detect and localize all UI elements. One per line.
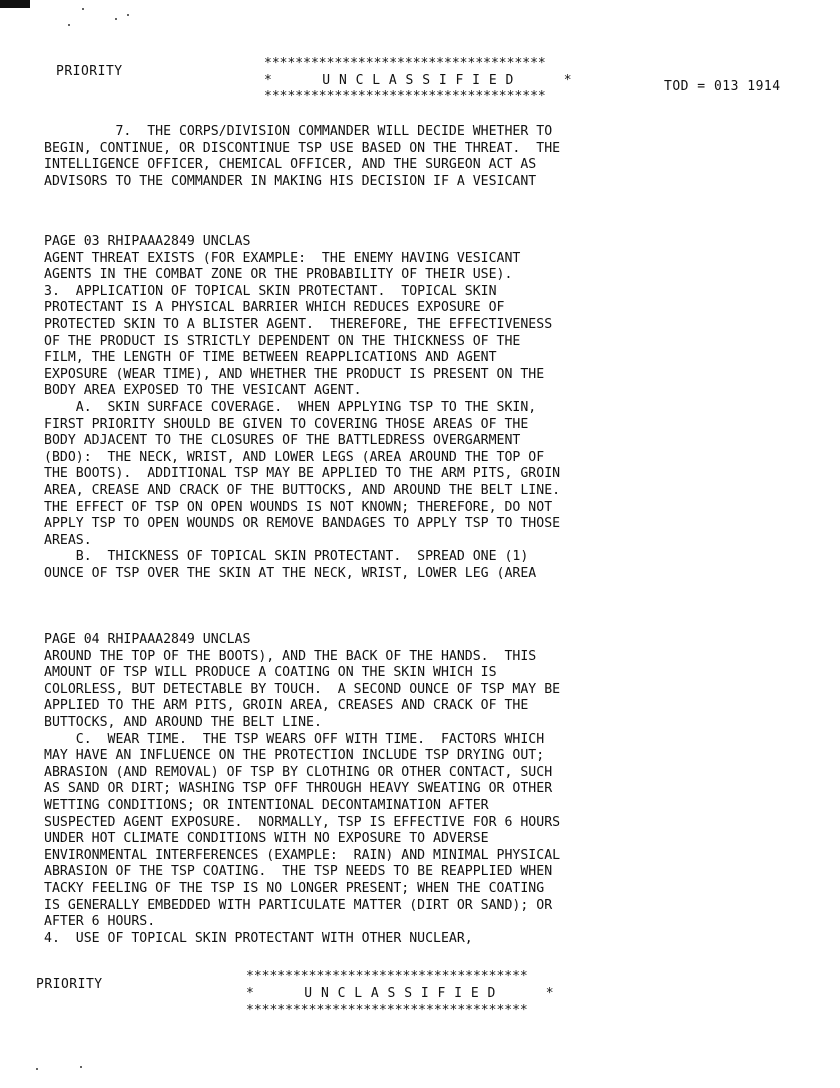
scan-speck <box>115 18 117 20</box>
header-priority: PRIORITY <box>56 64 123 79</box>
scan-edge-mark <box>0 0 30 8</box>
text-line: AS SAND OR DIRT; WASHING TSP OFF THROUGH HEAVY SWEATING OR OTHER <box>44 781 553 797</box>
text-line: ABRASION OF THE TSP COATING. THE TSP NEEDS TO BE REAPPLIED WHEN <box>44 864 553 880</box>
text-line: WETTING CONDITIONS; OR INTENTIONAL DECONTAMINATION AFTER <box>44 797 489 813</box>
text-line: ABRASION (AND REMOVAL) OF TSP BY CLOTHING OR OTHER CONTACT, SUCH <box>44 764 553 780</box>
footer-priority: PRIORITY <box>36 977 103 992</box>
text-line: OUNCE OF TSP OVER THE SKIN AT THE NECK, WRIST, LOWER LEG (AREA <box>44 565 537 581</box>
header-stars-bottom: ************************************ <box>264 89 546 104</box>
text-line: AROUND THE TOP OF THE BOOTS), AND THE BACK OF THE HANDS. THIS <box>44 648 537 664</box>
text-line: (BDO): THE NECK, WRIST, AND LOWER LEGS (AREA AROUND THE TOP OF <box>44 449 545 465</box>
page-03-section <box>44 234 724 582</box>
text-line: COLORLESS, BUT DETECTABLE BY TOUCH. A SECOND OUNCE OF TSP MAY BE <box>44 681 561 697</box>
footer-stars-top: ************************************ <box>246 969 528 984</box>
header-classification: * U N C L A S S I F I E D * <box>264 73 573 88</box>
text-line: PROTECTED SKIN TO A BLISTER AGENT. THEREFORE, THE EFFECTIVENESS <box>44 316 553 332</box>
scan-speck <box>36 1068 38 1070</box>
text-line: AREAS. <box>44 532 92 548</box>
text-line: THE BOOTS). ADDITIONAL TSP MAY BE APPLIED TO THE ARM PITS, GROIN <box>44 466 561 482</box>
text-line: ENVIRONMENTAL INTERFERENCES (EXAMPLE: RAIN) AND MINIMAL PHYSICAL <box>44 847 561 863</box>
page-header: PAGE 03 RHIPAAA2849 UNCLAS <box>44 234 251 249</box>
text-line: IS GENERALLY EMBEDDED WITH PARTICULATE MATTER (DIRT OR SAND); OR <box>44 897 553 913</box>
text-line: AREA, CREASE AND CRACK OF THE BUTTOCKS, AND AROUND THE BELT LINE. <box>44 482 561 498</box>
footer-classification: * U N C L A S S I F I E D * <box>246 986 555 1001</box>
text-line: EXPOSURE (WEAR TIME), AND WHETHER THE PRODUCT IS PRESENT ON THE <box>44 366 545 382</box>
text-line: A. SKIN SURFACE COVERAGE. WHEN APPLYING TSP TO THE SKIN, <box>44 399 537 415</box>
page-header: PAGE 04 RHIPAAA2849 UNCLAS <box>44 632 251 647</box>
scan-speck <box>80 1066 82 1068</box>
text-line: SUSPECTED AGENT EXPOSURE. NORMALLY, TSP IS EFFECTIVE FOR 6 HOURS <box>44 814 561 830</box>
text-line: AFTER 6 HOURS. <box>44 914 156 930</box>
text-line: FIRST PRIORITY SHOULD BE GIVEN TO COVERING THOSE AREAS OF THE <box>44 416 529 432</box>
text-line: BUTTOCKS, AND AROUND THE BELT LINE. <box>44 714 322 730</box>
text-line: B. THICKNESS OF TOPICAL SKIN PROTECTANT. SPREAD ONE (1) <box>44 549 529 565</box>
page-04-section <box>44 632 724 947</box>
scan-speck <box>82 8 84 10</box>
text-line: 3. APPLICATION OF TOPICAL SKIN PROTECTANT. TOPICAL SKIN <box>44 283 497 299</box>
text-line: PROTECTANT IS A PHYSICAL BARRIER WHICH REDUCES EXPOSURE OF <box>44 300 505 316</box>
text-line: ADVISORS TO THE COMMANDER IN MAKING HIS DECISION IF A VESICANT <box>44 173 537 189</box>
text-line: UNDER HOT CLIMATE CONDITIONS WITH NO EXPOSURE TO ADVERSE <box>44 831 489 847</box>
text-line: THE EFFECT OF TSP ON OPEN WOUNDS IS NOT KNOWN; THEREFORE, DO NOT <box>44 499 553 515</box>
footer-stars-bottom: ************************************ <box>246 1003 528 1018</box>
text-line: OF THE PRODUCT IS STRICTLY DEPENDENT ON THE THICKNESS OF THE <box>44 333 521 349</box>
text-line: AGENTS IN THE COMBAT ZONE OR THE PROBABILITY OF THEIR USE). <box>44 267 513 283</box>
text-line: BODY ADJACENT TO THE CLOSURES OF THE BATTLEDRESS OVERGARMENT <box>44 433 521 449</box>
text-line: 4. USE OF TOPICAL SKIN PROTECTANT WITH OTHER NUCLEAR, <box>44 930 473 946</box>
text-line: APPLY TSP TO OPEN WOUNDS OR REMOVE BANDAGES TO APPLY TSP TO THOSE <box>44 516 561 532</box>
paragraph-block-1 <box>44 124 724 190</box>
scan-speck <box>68 24 70 26</box>
text-line: 7. THE CORPS/DIVISION COMMANDER WILL DECIDE WHETHER TO <box>44 124 553 139</box>
text-line: BEGIN, CONTINUE, OR DISCONTINUE TSP USE BASED ON THE THREAT. THE <box>44 140 561 156</box>
text-line: FILM, THE LENGTH OF TIME BETWEEN REAPPLICATIONS AND AGENT <box>44 350 497 366</box>
text-line: AGENT THREAT EXISTS (FOR EXAMPLE: THE ENEMY HAVING VESICANT <box>44 250 521 266</box>
text-line: MAY HAVE AN INFLUENCE ON THE PROTECTION INCLUDE TSP DRYING OUT; <box>44 748 545 764</box>
header-tod: TOD = 013 1914 <box>664 79 781 94</box>
text-line: BODY AREA EXPOSED TO THE VESICANT AGENT. <box>44 383 362 399</box>
text-line: INTELLIGENCE OFFICER, CHEMICAL OFFICER, AND THE SURGEON ACT AS <box>44 157 537 173</box>
text-line: APPLIED TO THE ARM PITS, GROIN AREA, CREASES AND CRACK OF THE <box>44 698 529 714</box>
text-line: C. WEAR TIME. THE TSP WEARS OFF WITH TIME. FACTORS WHICH <box>44 731 545 747</box>
header-stars-top: ************************************ <box>264 56 546 71</box>
scan-speck <box>127 14 129 16</box>
text-line: TACKY FEELING OF THE TSP IS NO LONGER PRESENT; WHEN THE COATING <box>44 880 545 896</box>
text-line: AMOUNT OF TSP WILL PRODUCE A COATING ON THE SKIN WHICH IS <box>44 665 497 681</box>
